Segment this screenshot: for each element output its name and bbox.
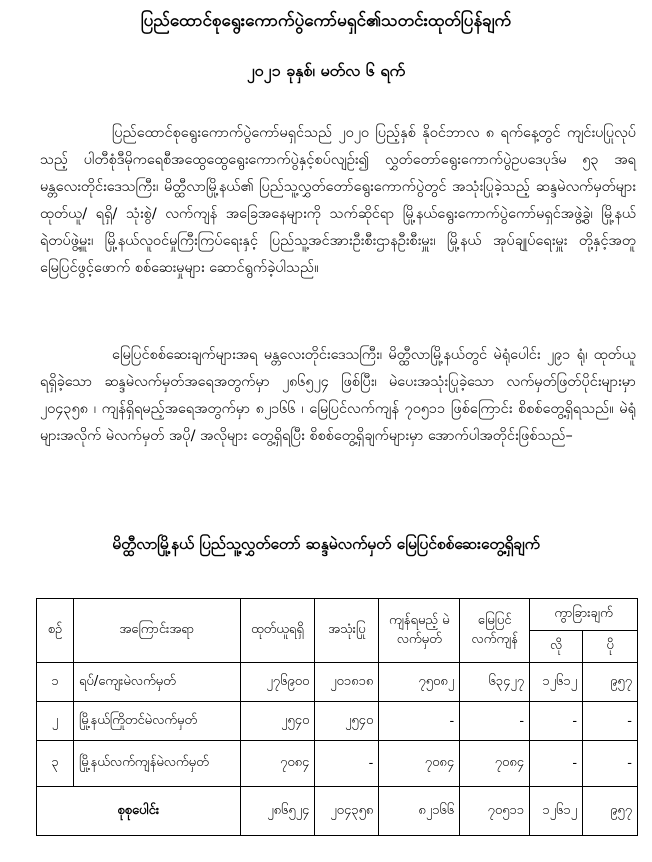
cell-expected: - xyxy=(379,702,460,741)
cell-ground: ၆၃၄၂၇ xyxy=(460,663,530,702)
press-release-title: ပြည်ထောင်စုရွေးကောက်ပွဲကော်မရှင်၏သတင်းထုတ်ပြန်ချက် xyxy=(140,11,512,31)
header-no: စဉ် xyxy=(37,599,74,663)
total-ground: ၇၀၅၁၁ xyxy=(460,787,530,836)
cell-subject: ရပ်/ကျေးမဲလက်မှတ် xyxy=(73,663,240,702)
cell-subject: မြို့နယ်ကြိုတင်မဲလက်မှတ် xyxy=(73,702,240,741)
cell-used: ၂၅၄၀ xyxy=(315,702,379,741)
cell-no: ၂ xyxy=(37,702,74,741)
table-row xyxy=(37,741,638,787)
cell-ground: - xyxy=(460,702,530,741)
cell-less: - xyxy=(530,702,583,741)
header-ground: မြေပြင် လက်ကျန် xyxy=(460,599,530,663)
cell-subject: မြို့နယ်လက်ကျန်မဲလက်မှတ် xyxy=(73,741,240,787)
table-row xyxy=(37,702,638,741)
cell-less: ၁၂၆၁၂ xyxy=(530,663,583,702)
total-received: ၂၈၆၅၂၄ xyxy=(240,787,315,836)
table-title: မိတ္ထီလာမြို့နယ် ပြည်သူ့လွှတ်တော် ဆန္ဒမဲလက်မှတ် မြေပြင်စစ်ဆေးတွေ့ရှိချက် xyxy=(112,535,540,553)
total-expected: ၈၂၁၆၆ xyxy=(379,787,460,836)
paragraph-1: ပြည်ထောင်စုရွေးကောက်ပွဲကော်မရှင်သည် ၂၀၂၀ ပြည့်နှစ် နိုဝင်ဘာလ ၈ ရက်နေ့တွင် ကျင်းပပြုလုပ်သည့် ပါတီစုံဒီမိုကရေစီအထွေထွေရွေးကောက်ပွဲနှင့်စပ်လျဉ်း၍ လွှတ်တော်ရွေးကောက်ပွဲဥပဒေပုဒ်မ ၅၃ အရ မန္တလေးတိုင်းဒေသကြီး၊ မိတ္ထီလာမြို့နယ်၏ ပြည်သူ့လွှတ်တော်ရွေးကောက်ပွဲတွင် အသုံးပြုခဲ့သည့် ဆန္ဒမဲလက်မှတ်များ ထုတ်ယူ/ ရရှိ/ သုံးစွဲ/ လက်ကျန် အခြေအနေများကို သက်ဆိုင်ရာ မြို့နယ်ရွေးကောက်ပွဲကော်မရှင်အဖွဲ့ခွဲ၊ မြို့နယ် ရဲတပ်ဖွဲ့မှူး၊ မြို့နယ်လူဝင်မှုကြီးကြပ်ရေးနှင့် ပြည်သူ့အင်အားဦးစီးဌာနဦးစီးမှူး၊ မြို့နယ် အုပ်ချုပ်ရေးမှူး တို့နှင့်အတူ မြေပြင်ဖွင့်ဖောက် စစ်ဆေးမှုများ ဆောင်ရွက်ခဲ့ပါသည်။ xyxy=(40,125,636,276)
header-more: ပို xyxy=(583,631,638,663)
ballot-inspection-table xyxy=(36,598,638,836)
table-row xyxy=(37,663,638,702)
paragraph-2: မြေပြင်စစ်ဆေးချက်များအရ မန္တလေးတိုင်းဒေသကြီး၊ မိတ္ထီလာမြို့နယ်တွင် မဲရုံပေါင်း ၂၉၁ ရုံ၊ ထုတ်ယူရရှိခဲ့သော ဆန္ဒမဲလက်မှတ်အရေအတွက်မှာ ၂၈၆၅၂၄ ဖြစ်ပြီး၊ မဲပေးအသုံးပြုခဲ့သော လက်မှတ်ဖြတ်ပိုင်းများမှာ ၂၀၄၃၅၈ ၊ ကျန်ရှိရမည့်အရေအတွက်မှာ ၈၂၁၆၆ ၊ မြေပြင်လက်ကျန် ၇၀၅၁၁ ဖြစ်ကြောင်း စိစစ်တွေ့ရှိရသည်။ မဲရုံများအလိုက် မဲလက်မှတ် အပို/ အလိုများ တွေ့ရှိရပြီး စိစစ်တွေ့ရှိချက်များမှာ အောက်ပါအတိုင်းဖြစ်သည်– xyxy=(40,347,636,444)
cell-ground: ၇၀၈၄ xyxy=(460,741,530,787)
header-less: လို xyxy=(530,631,583,663)
header-used: အသုံးပြု xyxy=(315,599,379,663)
cell-used: ၂၀၁၈၁၈ xyxy=(315,663,379,702)
cell-more: - xyxy=(583,741,638,787)
header-diff: ကွာခြားချက် xyxy=(530,599,638,631)
cell-used: - xyxy=(315,741,379,787)
cell-more: ၉၅၇ xyxy=(583,663,638,702)
total-row xyxy=(37,787,638,836)
cell-received: ၂၇၆၉၀၀ xyxy=(240,663,315,702)
cell-expected: ၇၀၈၄ xyxy=(379,741,460,787)
cell-received: ၂၅၄၀ xyxy=(240,702,315,741)
cell-less: - xyxy=(530,741,583,787)
total-label: စုစုပေါင်း xyxy=(37,787,241,836)
release-date: ၂၀၂၁ ခုနှစ်၊ မတ်လ ၆ ရက် xyxy=(246,61,406,80)
header-received: ထုတ်ယူရရှိ xyxy=(240,599,315,663)
header-expected: ကျန်ရမည့် မဲလက်မှတ် xyxy=(379,599,460,663)
total-more: ၉၅၇ xyxy=(583,787,638,836)
cell-received: ၇၀၈၄ xyxy=(240,741,315,787)
total-used: ၂၀၄၃၅၈ xyxy=(315,787,379,836)
total-less: ၁၂၆၁၂ xyxy=(530,787,583,836)
header-subject: အကြောင်းအရာ xyxy=(73,599,240,663)
cell-more: - xyxy=(583,702,638,741)
cell-expected: ၇၅၀၈၂ xyxy=(379,663,460,702)
cell-no: ၁ xyxy=(37,663,74,702)
cell-no: ၃ xyxy=(37,741,74,787)
